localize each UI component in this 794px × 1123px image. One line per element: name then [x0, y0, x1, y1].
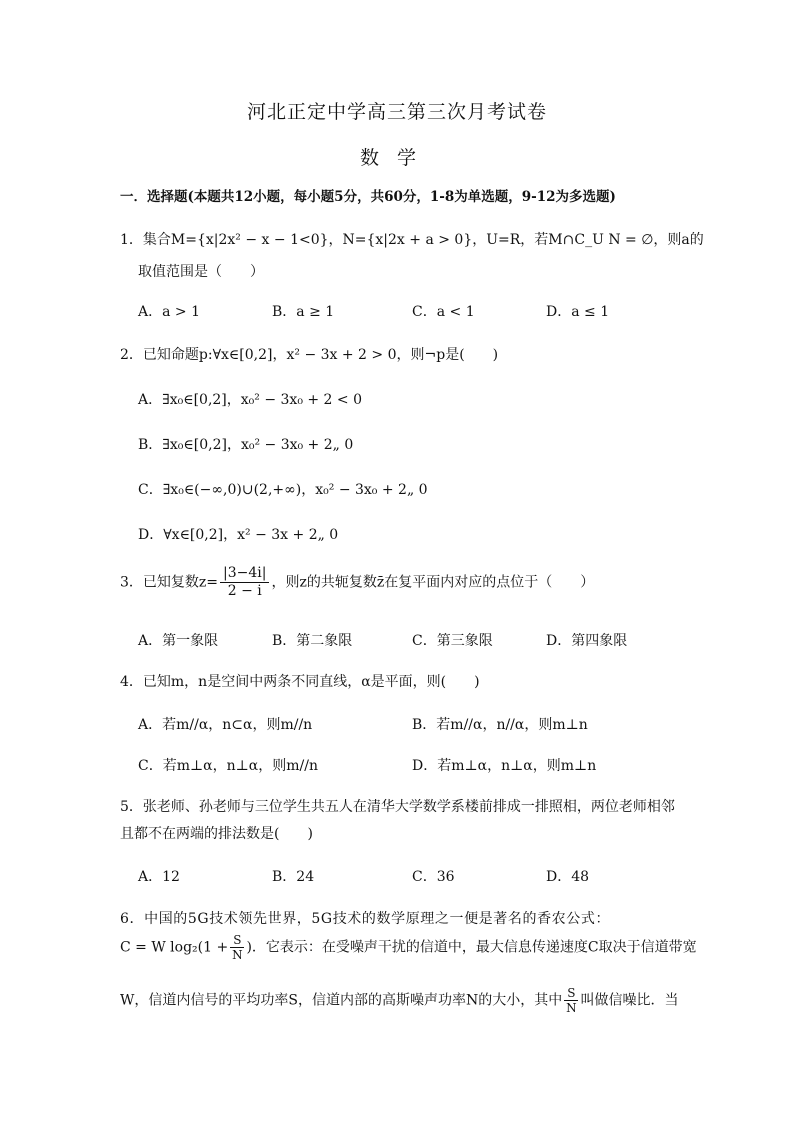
q6-line3-suffix: 叫做信噪比．当: [580, 992, 679, 1009]
q4-option-c: C．若m⊥α，n⊥α，则m//n: [138, 758, 318, 774]
question-5-line2: 且都不在两端的排法数是( ): [120, 826, 313, 842]
q1-option-b: B．a ≥ 1: [272, 304, 335, 320]
q6-formula-fraction-numerator: S: [230, 933, 244, 948]
q3-suffix: ，则z的共轭复数z̄在复平面内对应的点位于（ ）: [271, 574, 595, 591]
q5-option-b: B．24: [272, 869, 315, 885]
section-heading: 一．选择题(本题共12小题，每小题5分，共60分，1-8为单选题，9-12为多选题): [120, 189, 616, 205]
q1-option-c: C．a < 1: [412, 304, 475, 320]
exam-title: 河北正定中学高三第三次月考试卷: [246, 101, 547, 123]
q6-line3-prefix: W，信道内信号的平均功率S，信道内部的高斯噪声功率N的大小，其中: [120, 992, 563, 1009]
question-1-line2: 取值范围是（ ）: [138, 264, 264, 280]
question-3-stem: [120, 565, 594, 600]
q4-option-d: D．若m⊥α，n⊥α，则m⊥n: [412, 758, 597, 774]
q6-line2-rest: ．它表示：在受噪声干扰的信道中，最大信息传递速度C取决于信道带宽: [251, 939, 697, 956]
q3-option-b: B．第二象限: [272, 633, 353, 649]
q3-fraction-denominator: 2 − i: [227, 583, 262, 599]
question-6-line1: 6．中国的5G技术领先世界，5G技术的数学原理之一便是著名的香农公式：: [120, 911, 611, 927]
q4-option-b: B．若m//α，n//α，则m⊥n: [412, 717, 588, 733]
q3-prefix: 3．已知复数z=: [120, 574, 219, 591]
q2-option-d: D．∀x∈[0,2]，x² − 3x + 2„ 0: [138, 527, 339, 543]
q4-option-a: A．若m//α，n⊂α，则m//n: [138, 717, 313, 733]
q3-option-c: C．第三象限: [412, 633, 493, 649]
q6-formula-suffix: ): [246, 939, 252, 956]
q2-option-b: B．∃x₀∈[0,2]，x₀² − 3x₀ + 2„ 0: [138, 437, 354, 453]
question-5-line1: 5．张老师、孙老师与三位学生共五人在清华大学数学系楼前排成一排照相，两位老师相邻: [120, 799, 675, 815]
question-4-stem: 4．已知m，n是空间中两条不同直线，α是平面，则( ): [120, 674, 480, 690]
q3-fraction-numerator: |3−4i|: [220, 565, 269, 583]
q3-option-d: D．第四象限: [546, 633, 628, 649]
q6-formula-prefix: C = W log₂(1 +: [120, 939, 229, 956]
q1-option-d: D．a ≤ 1: [546, 304, 610, 320]
question-2-stem: 2．已知命题p:∀x∈[0,2]，x² − 3x + 2 > 0，则¬p是( ): [120, 347, 499, 363]
q1-option-a: A．a > 1: [138, 304, 200, 320]
question-1-line1: 1．集合M={x|2x² − x − 1<0}，N={x|2x + a > 0}，U=R，若M∩C_U N = ∅，则a的: [120, 232, 704, 248]
q6-snr-fraction-numerator: S: [564, 986, 578, 1001]
q5-option-c: C．36: [412, 869, 455, 885]
q3-fraction: [220, 565, 269, 600]
q3-option-a: A．第一象限: [138, 633, 219, 649]
q2-option-a: A．∃x₀∈[0,2]，x₀² − 3x₀ + 2 < 0: [138, 392, 363, 408]
q5-option-d: D．48: [546, 869, 590, 885]
q6-snr-fraction: [564, 986, 578, 1015]
q6-snr-fraction-denominator: N: [566, 1001, 577, 1015]
question-6-line3: [120, 986, 678, 1015]
subject-title: 数学: [359, 147, 434, 169]
q5-option-a: A．12: [138, 869, 180, 885]
q6-formula-fraction-denominator: N: [232, 948, 243, 962]
q6-formula-fraction: [230, 933, 244, 962]
q2-option-c: C．∃x₀∈(−∞,0)∪(2,+∞)，x₀² − 3x₀ + 2„ 0: [138, 482, 428, 498]
question-6-line2: [120, 933, 697, 962]
